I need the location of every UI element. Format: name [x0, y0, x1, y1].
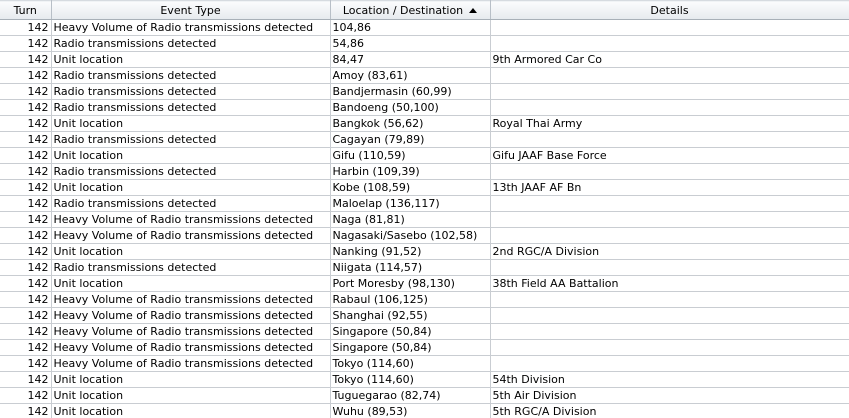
cell-details[interactable] — [490, 340, 849, 356]
cell-location[interactable]: Shanghai (92,55) — [330, 308, 490, 324]
table-row[interactable] — [0, 148, 849, 164]
table-row[interactable] — [0, 292, 849, 308]
table-row[interactable] — [0, 228, 849, 244]
table-row[interactable] — [0, 372, 849, 388]
table-row[interactable] — [0, 356, 849, 372]
cell-event-type[interactable]: Heavy Volume of Radio transmissions detected — [51, 340, 330, 356]
cell-event-type[interactable]: Heavy Volume of Radio transmissions detected — [51, 212, 330, 228]
cell-event-type[interactable]: Unit location — [51, 244, 330, 260]
cell-event-type[interactable]: Radio transmissions detected — [51, 164, 330, 180]
cell-location[interactable]: Kobe (108,59) — [330, 180, 490, 196]
cell-location[interactable]: Singapore (50,84) — [330, 324, 490, 340]
sort-ascending-icon — [469, 8, 477, 13]
table-row[interactable] — [0, 100, 849, 116]
cell-turn[interactable]: 142 — [0, 100, 51, 116]
cell-location[interactable]: Amoy (83,61) — [330, 68, 490, 84]
table-row[interactable] — [0, 324, 849, 340]
table-row[interactable] — [0, 132, 849, 148]
cell-details[interactable] — [490, 308, 849, 324]
cell-details[interactable] — [490, 228, 849, 244]
cell-turn[interactable]: 142 — [0, 20, 51, 36]
cell-location[interactable]: Rabaul (106,125) — [330, 292, 490, 308]
cell-location[interactable]: 104,86 — [330, 20, 490, 36]
cell-location[interactable]: Port Moresby (98,130) — [330, 276, 490, 292]
cell-turn[interactable]: 142 — [0, 164, 51, 180]
column-header-details[interactable] — [490, 1, 849, 20]
cell-details[interactable]: Gifu JAAF Base Force — [490, 148, 849, 164]
table-row[interactable] — [0, 308, 849, 324]
cell-event-type[interactable]: Unit location — [51, 148, 330, 164]
cell-location[interactable]: Harbin (109,39) — [330, 164, 490, 180]
cell-details[interactable] — [490, 36, 849, 52]
column-header-event-type-label: Event Type — [160, 3, 221, 17]
column-header-turn-label: Turn — [13, 3, 37, 17]
cell-details[interactable]: Royal Thai Army — [490, 116, 849, 132]
cell-event-type[interactable]: Heavy Volume of Radio transmissions detected — [51, 228, 330, 244]
cell-turn[interactable]: 142 — [0, 180, 51, 196]
cell-details[interactable] — [490, 68, 849, 84]
cell-turn[interactable]: 142 — [0, 372, 51, 388]
cell-location[interactable]: Singapore (50,84) — [330, 340, 490, 356]
table-row[interactable] — [0, 84, 849, 100]
cell-turn[interactable]: 142 — [0, 404, 51, 418]
cell-details[interactable] — [490, 292, 849, 308]
table-body — [0, 20, 849, 418]
cell-event-type[interactable]: Radio transmissions detected — [51, 68, 330, 84]
cell-location[interactable]: Nagasaki/Sasebo (102,58) — [330, 228, 490, 244]
cell-location[interactable]: Gifu (110,59) — [330, 148, 490, 164]
cell-event-type[interactable]: Unit location — [51, 276, 330, 292]
cell-turn[interactable]: 142 — [0, 52, 51, 68]
cell-event-type[interactable]: Heavy Volume of Radio transmissions detected — [51, 356, 330, 372]
cell-location[interactable]: 84,47 — [330, 52, 490, 68]
cell-turn[interactable]: 142 — [0, 68, 51, 84]
cell-location[interactable]: Tokyo (114,60) — [330, 356, 490, 372]
column-header-details-label: Details — [650, 3, 689, 17]
cell-turn[interactable]: 142 — [0, 260, 51, 276]
cell-event-type[interactable]: Unit location — [51, 180, 330, 196]
cell-event-type[interactable]: Heavy Volume of Radio transmissions detected — [51, 20, 330, 36]
cell-event-type[interactable]: Unit location — [51, 52, 330, 68]
table-row[interactable] — [0, 36, 849, 52]
cell-details[interactable] — [490, 84, 849, 100]
table-row[interactable] — [0, 164, 849, 180]
cell-turn[interactable]: 142 — [0, 196, 51, 212]
cell-details[interactable]: 2nd RGC/A Division — [490, 244, 849, 260]
cell-event-type[interactable]: Unit location — [51, 372, 330, 388]
cell-location[interactable]: Tuguegarao (82,74) — [330, 388, 490, 404]
cell-turn[interactable]: 142 — [0, 388, 51, 404]
column-header-location-label: Location / Destination — [342, 3, 464, 17]
cell-event-type[interactable]: Unit location — [51, 388, 330, 404]
cell-event-type[interactable]: Radio transmissions detected — [51, 36, 330, 52]
cell-location[interactable]: Naga (81,81) — [330, 212, 490, 228]
cell-event-type[interactable]: Heavy Volume of Radio transmissions detected — [51, 308, 330, 324]
cell-location[interactable]: Maloelap (136,117) — [330, 196, 490, 212]
cell-turn[interactable]: 142 — [0, 292, 51, 308]
table-row[interactable] — [0, 244, 849, 260]
cell-event-type[interactable]: Radio transmissions detected — [51, 260, 330, 276]
cell-location[interactable]: Bangkok (56,62) — [330, 116, 490, 132]
cell-location[interactable]: Niigata (114,57) — [330, 260, 490, 276]
cell-location[interactable]: Bandjermasin (60,99) — [330, 84, 490, 100]
cell-details[interactable]: 5th RGC/A Division — [490, 404, 849, 418]
table-row[interactable] — [0, 340, 849, 356]
cell-details[interactable] — [490, 212, 849, 228]
cell-details[interactable]: 9th Armored Car Co — [490, 52, 849, 68]
cell-turn[interactable]: 142 — [0, 36, 51, 52]
table-row[interactable] — [0, 388, 849, 404]
table-row[interactable] — [0, 68, 849, 84]
cell-details[interactable]: 38th Field AA Battalion — [490, 276, 849, 292]
cell-turn[interactable]: 142 — [0, 324, 51, 340]
table-header — [0, 1, 849, 20]
cell-details[interactable]: 13th JAAF AF Bn — [490, 180, 849, 196]
cell-details[interactable] — [490, 132, 849, 148]
cell-details[interactable] — [490, 164, 849, 180]
cell-event-type[interactable]: Radio transmissions detected — [51, 84, 330, 100]
cell-turn[interactable]: 142 — [0, 116, 51, 132]
table-row[interactable] — [0, 212, 849, 228]
table-row[interactable] — [0, 52, 849, 68]
cell-turn[interactable]: 142 — [0, 228, 51, 244]
cell-turn[interactable]: 142 — [0, 356, 51, 372]
cell-location[interactable]: 54,86 — [330, 36, 490, 52]
cell-location[interactable]: Cagayan (79,89) — [330, 132, 490, 148]
cell-location[interactable]: Tokyo (114,60) — [330, 372, 490, 388]
cell-turn[interactable]: 142 — [0, 308, 51, 324]
cell-turn[interactable]: 142 — [0, 84, 51, 100]
cell-details[interactable]: 54th Division — [490, 372, 849, 388]
cell-details[interactable] — [490, 324, 849, 340]
cell-event-type[interactable]: Unit location — [51, 116, 330, 132]
table-row[interactable] — [0, 20, 849, 36]
cell-turn[interactable]: 142 — [0, 244, 51, 260]
cell-turn[interactable]: 142 — [0, 340, 51, 356]
cell-details[interactable] — [490, 260, 849, 276]
cell-details[interactable] — [490, 196, 849, 212]
column-header-turn[interactable] — [0, 1, 51, 20]
table-row[interactable] — [0, 196, 849, 212]
table-row[interactable] — [0, 180, 849, 196]
cell-location[interactable]: Wuhu (89,53) — [330, 404, 490, 418]
cell-turn[interactable]: 142 — [0, 132, 51, 148]
table-row[interactable] — [0, 116, 849, 132]
cell-location[interactable]: Bandoeng (50,100) — [330, 100, 490, 116]
cell-details[interactable] — [490, 356, 849, 372]
cell-details[interactable]: 5th Air Division — [490, 388, 849, 404]
cell-event-type[interactable]: Radio transmissions detected — [51, 132, 330, 148]
cell-event-type[interactable]: Heavy Volume of Radio transmissions detected — [51, 292, 330, 308]
cell-event-type[interactable]: Heavy Volume of Radio transmissions detected — [51, 324, 330, 340]
cell-turn[interactable]: 142 — [0, 276, 51, 292]
header-row — [0, 1, 849, 20]
cell-turn[interactable]: 142 — [0, 148, 51, 164]
cell-details[interactable] — [490, 20, 849, 36]
cell-event-type[interactable]: Radio transmissions detected — [51, 196, 330, 212]
table-row[interactable] — [0, 404, 849, 418]
table-row[interactable] — [0, 276, 849, 292]
cell-details[interactable] — [490, 100, 849, 116]
column-header-event-type[interactable] — [51, 1, 330, 20]
cell-event-type[interactable]: Unit location — [51, 404, 330, 418]
cell-turn[interactable]: 142 — [0, 212, 51, 228]
cell-location[interactable]: Nanking (91,52) — [330, 244, 490, 260]
column-header-location[interactable] — [330, 1, 490, 20]
cell-event-type[interactable]: Radio transmissions detected — [51, 100, 330, 116]
table-row[interactable] — [0, 260, 849, 276]
